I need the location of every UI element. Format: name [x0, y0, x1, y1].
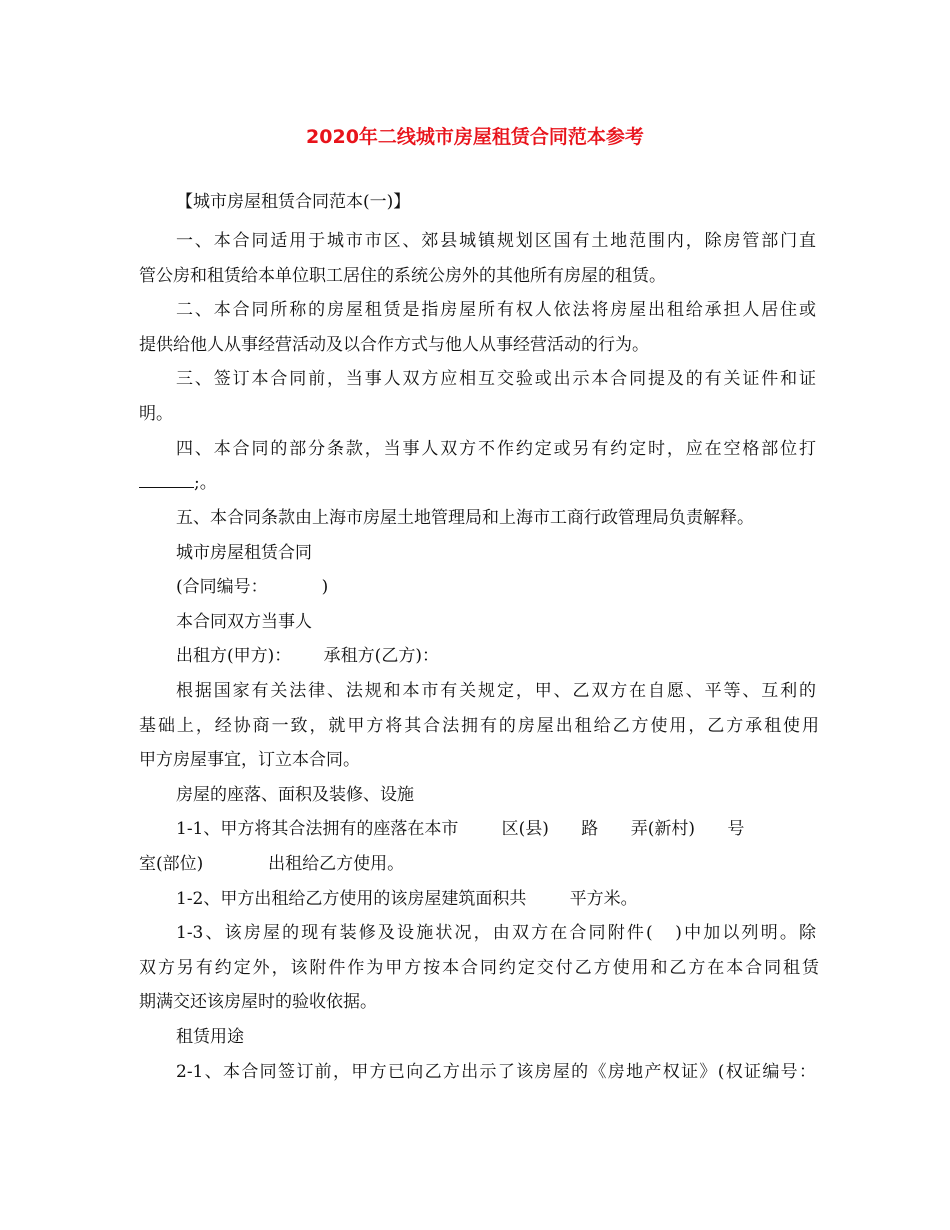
paragraph-line: 五、本合同条款由上海市房屋土地管理局和上海市工商行政管理局负责解释。 [176, 508, 754, 528]
paragraph-line: 1-2、甲方出租给乙方使用的该房屋建筑面积共 平方米。 [176, 889, 638, 909]
paragraph-line: 期满交还该房屋时的验收依据。 [139, 992, 377, 1012]
paragraph-line: 双方另有约定外，该附件作为甲方按本合同约定交付乙方使用和乙方在本合同租赁 [139, 958, 819, 978]
contract-heading: 城市房屋租赁合同 [176, 543, 312, 563]
paragraph-line: 明。 [139, 404, 173, 424]
blank-underline [139, 471, 194, 488]
paragraph-line: 三、签订本合同前，当事人双方应相互交验或出示本合同提及的有关证件和证 [176, 369, 816, 389]
parties-line: 出租方(甲方)： 承租方(乙方)： [176, 646, 439, 666]
section-heading: 【城市房屋租赁合同范本(一)】 [176, 192, 411, 212]
paragraph-line: 管公房和租赁给本单位职工居住的系统公房外的其他所有房屋的租赁。 [139, 266, 666, 286]
contract-number: (合同编号： ) [176, 577, 329, 597]
paragraph-line: 基础上，经协商一致，就甲方将其合法拥有的房屋出租给乙方使用，乙方承租使用 [139, 716, 819, 736]
fill-in-text: ;。 [194, 473, 217, 493]
parties-heading: 本合同双方当事人 [176, 612, 312, 632]
paragraph-line: 根据国家有关法律、法规和本市有关规定，甲、乙双方在自愿、平等、互利的 [176, 681, 816, 701]
fill-in-line [139, 471, 819, 495]
paragraph-line: 室(部位) 出租给乙方使用。 [139, 854, 405, 874]
paragraph-line: 1-3、该房屋的现有装修及设施状况，由双方在合同附件( )中加以列明。除 [176, 923, 816, 943]
paragraph-line: 2-1、本合同签订前，甲方已向乙方出示了该房屋的《房地产权证》(权证编号： [176, 1062, 816, 1082]
section-heading: 租赁用途 [176, 1027, 244, 1047]
section-heading: 房屋的座落、面积及装修、设施 [176, 785, 414, 805]
document-title: 2020年二线城市房屋租赁合同范本参考 [306, 126, 644, 148]
paragraph-line: 提供给他人从事经营活动及以合作方式与他人从事经营活动的行为。 [139, 335, 649, 355]
paragraph-line: 一、本合同适用于城市市区、郊县城镇规划区国有土地范围内，除房管部门直 [176, 231, 816, 251]
paragraph-line: 甲方房屋事宜，订立本合同。 [139, 750, 360, 770]
paragraph-line: 四、本合同的部分条款，当事人双方不作约定或另有约定时，应在空格部位打 [176, 439, 816, 459]
paragraph-line: 1-1、甲方将其合法拥有的座落在本市 区(县) 路 弄(新村) 号 [176, 819, 745, 839]
paragraph-line: 二、本合同所称的房屋租赁是指房屋所有权人依法将房屋出租给承担人居住或 [176, 300, 816, 320]
